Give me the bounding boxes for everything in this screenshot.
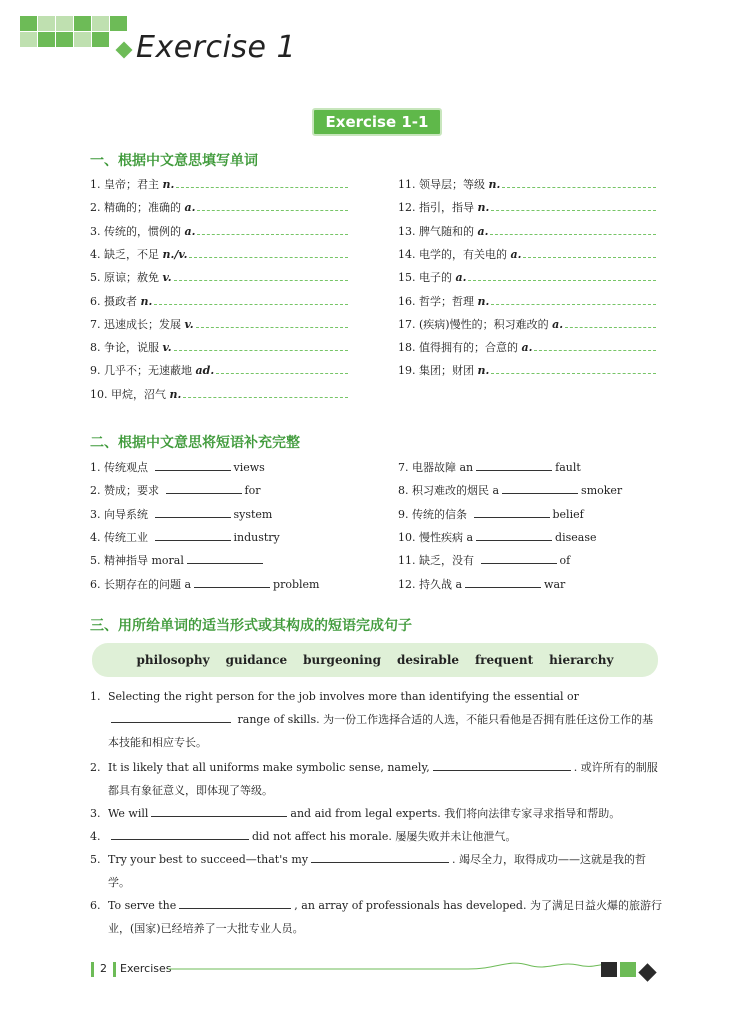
sentence-text: , an array of professionals has developed. 为了满足日益火爆的旅游行业，(国家)已经培养了一大批专业人员。 (108, 899, 662, 935)
footer-bar-2 (113, 962, 116, 977)
phrase-suffix: views (233, 461, 265, 474)
vocab-item (398, 362, 656, 378)
sentence-blank[interactable] (311, 852, 449, 863)
phrase-prompt: 2. 赞成；要求 (90, 484, 163, 498)
word-bank (92, 643, 658, 677)
footer-label: Exercises (120, 962, 172, 975)
part-of-speech: a. (184, 201, 196, 215)
vocab-item (398, 176, 656, 192)
phrase-suffix: industry (233, 530, 280, 544)
vocab-prompt: 9. 几乎不；无速蔽地 (90, 364, 196, 378)
sentence-text: did not affect his morale. 屡屡失败并未让他泄气。 (252, 830, 517, 843)
vocab-item (90, 223, 348, 239)
sentence-blank[interactable] (111, 829, 249, 840)
sentence-body (108, 825, 662, 848)
phrase-suffix: disease (555, 530, 597, 544)
phrase-prompt: 7. 电器故障 an (398, 461, 474, 474)
vocab-prompt: 19. 集团；财团 (398, 364, 478, 378)
sentence-body (108, 756, 662, 802)
footer-square-dark (601, 962, 617, 977)
phrase-prompt: 5. 精神指导 moral (90, 554, 184, 568)
part-of-speech: n./v. (162, 247, 188, 261)
answer-line[interactable] (197, 200, 348, 211)
word-bank-item: desirable (396, 653, 460, 667)
vocab-prompt: 5. 原谅；赦免 (90, 271, 163, 285)
sentence-item (90, 802, 662, 825)
vocab-item (90, 176, 348, 192)
word-bank-item: hierarchy (549, 653, 614, 667)
vocab-prompt: 16. 哲学；哲理 (398, 294, 478, 308)
sentence-item (90, 825, 662, 848)
vocab-item (398, 293, 656, 309)
phrase-item (90, 552, 266, 568)
sentence-blank[interactable] (111, 712, 231, 723)
page-number: 2 (100, 962, 107, 975)
phrase-item (398, 482, 622, 498)
answer-line[interactable] (523, 247, 656, 258)
phrase-prompt: 4. 传统工业 (90, 530, 152, 544)
answer-line[interactable] (565, 317, 656, 328)
vocab-prompt: 8. 争论，说服 (90, 341, 163, 355)
phrase-prompt: 8. 积习难改的烟民 a (398, 484, 500, 498)
sentence-number: 5. (90, 853, 101, 866)
phrase-item (90, 482, 260, 498)
vocab-prompt: 15. 电子的 (398, 271, 456, 285)
phrase-suffix: for (244, 484, 261, 498)
sentence-number: 2. (90, 761, 101, 774)
vocab-prompt: 11. 领导层；等级 (398, 178, 489, 191)
sentence-body (108, 848, 662, 894)
vocab-item (398, 339, 656, 355)
vocab-item (398, 199, 656, 215)
answer-line[interactable] (154, 294, 348, 305)
phrase-suffix: of (559, 554, 571, 568)
vocab-prompt: 10. 甲烷，沼气 (90, 387, 170, 401)
part-of-speech: v. (162, 341, 172, 355)
answer-line[interactable] (176, 177, 348, 188)
page-title: Exercise 1 (136, 30, 297, 65)
vocab-prompt: 1. 皇帝；君主 (90, 178, 163, 191)
part-of-speech: n. (140, 294, 153, 308)
phrase-blank[interactable] (166, 483, 242, 494)
phrase-prompt: 6. 长期存在的问题 a (90, 577, 192, 591)
phrase-blank[interactable] (474, 507, 550, 518)
phrase-suffix: problem (273, 577, 320, 591)
phrase-item (90, 529, 280, 545)
phrase-suffix: belief (552, 507, 584, 521)
phrase-prompt: 10. 慢性疾病 a (398, 530, 474, 544)
sentence-item (90, 756, 662, 802)
vocab-prompt: 12. 指引，指导 (398, 201, 478, 215)
part-of-speech: n. (477, 364, 490, 378)
exercise-badge: Exercise 1-1 (312, 108, 442, 136)
phrase-blank[interactable] (481, 553, 557, 564)
vocab-prompt: 17. (疾病)慢性的；积习难改的 (398, 317, 553, 331)
sentence-number: 1. (90, 690, 101, 703)
phrase-prompt: 12. 持久战 a (398, 577, 463, 591)
phrase-suffix: system (233, 507, 273, 521)
phrase-prompt: 1. 传统观点 (90, 461, 152, 474)
phrase-suffix: smoker (581, 484, 623, 498)
vocab-item (90, 386, 348, 402)
vocab-prompt: 18. 值得拥有的；合意的 (398, 341, 522, 355)
sentence-number: 4. (90, 830, 101, 843)
section1-title: 一、根据中文意思填写单词 (90, 153, 258, 169)
vocab-item (398, 246, 656, 262)
answer-line[interactable] (174, 270, 348, 281)
vocab-item (90, 316, 348, 332)
answer-line[interactable] (491, 294, 656, 305)
sentence-text: We will (108, 807, 149, 820)
answer-line[interactable] (196, 317, 348, 328)
vocab-item (398, 316, 656, 332)
answer-line[interactable] (174, 340, 348, 351)
part-of-speech: n. (488, 178, 501, 191)
part-of-speech: n. (477, 294, 490, 308)
sentence-item (90, 848, 662, 894)
part-of-speech: n. (162, 178, 175, 191)
part-of-speech: a. (184, 224, 196, 238)
vocab-item (90, 293, 348, 309)
phrase-suffix: war (544, 577, 566, 591)
vocab-prompt: 3. 传统的，惯例的 (90, 224, 185, 238)
part-of-speech: ad. (195, 364, 215, 378)
phrase-blank[interactable] (155, 507, 231, 518)
phrase-blank[interactable] (187, 553, 263, 564)
phrase-item (398, 576, 565, 592)
sentence-blank[interactable] (433, 760, 571, 771)
sentence-item (90, 894, 662, 940)
sentence-text: Try your best to succeed—that's my (108, 853, 309, 866)
vocab-item (90, 339, 348, 355)
answer-line[interactable] (197, 224, 348, 235)
phrase-blank[interactable] (476, 530, 552, 541)
part-of-speech: v. (162, 271, 172, 285)
part-of-speech: a. (455, 271, 467, 285)
phrase-blank[interactable] (194, 577, 270, 588)
vocab-item (398, 269, 656, 285)
word-bank-item: frequent (475, 653, 534, 667)
sentence-number: 3. (90, 807, 101, 820)
phrase-item (90, 576, 319, 592)
phrase-item (398, 529, 596, 545)
phrase-blank[interactable] (502, 483, 578, 494)
phrase-suffix: fault (555, 461, 581, 474)
sentence-body (108, 802, 662, 825)
word-bank-item: guidance (225, 653, 288, 667)
answer-line[interactable] (468, 270, 656, 281)
sentence-blank[interactable] (151, 806, 287, 817)
vocab-prompt: 6. 摄政者 (90, 294, 141, 308)
footer-wave (168, 955, 608, 985)
vocab-item (398, 223, 656, 239)
vocab-prompt: 13. 脾气随和的 (398, 224, 478, 238)
phrase-item (90, 459, 265, 475)
sentence-text: It is likely that all uniforms make symbolic sense, namely, (108, 761, 430, 774)
answer-line[interactable] (491, 363, 656, 374)
sentence-text: To serve the (108, 899, 177, 912)
phrase-blank[interactable] (465, 577, 541, 588)
answer-line[interactable] (491, 200, 656, 211)
phrase-blank[interactable] (155, 460, 231, 471)
sentence-item (90, 685, 662, 754)
footer-square-green (620, 962, 636, 977)
part-of-speech: a. (510, 247, 522, 261)
word-bank-item: burgeoning (303, 653, 381, 667)
vocab-prompt: 14. 电学的，有关电的 (398, 247, 511, 261)
answer-line[interactable] (189, 247, 348, 258)
part-of-speech: n. (477, 201, 490, 215)
sentence-number: 6. (90, 899, 101, 912)
phrase-prompt: 9. 传统的信条 (398, 507, 471, 521)
sentence-blank[interactable] (179, 898, 291, 909)
section2-title: 二、根据中文意思将短语补充完整 (90, 435, 300, 451)
vocab-prompt: 7. 迅速成长；发展 (90, 317, 185, 331)
phrase-blank[interactable] (476, 460, 552, 471)
vocab-item (90, 199, 348, 215)
vocab-item (90, 362, 348, 378)
footer-diamond (638, 963, 656, 981)
answer-line[interactable] (534, 340, 656, 351)
answer-line[interactable] (490, 224, 656, 235)
sentence-body (108, 894, 662, 940)
sentence-text: range of skills. 为一份工作选择合适的人选，不能只看他是否拥有胜任这份工作的基本技能和相应专长。 (108, 713, 654, 749)
vocab-item (90, 246, 348, 262)
part-of-speech: v. (184, 317, 194, 331)
sentence-text: and aid from legal experts. 我们将向法律专家寻求指导和帮助。 (290, 807, 621, 820)
section3-title: 三、用所给单词的适当形式或其构成的短语完成句子 (90, 618, 412, 634)
phrase-prompt: 11. 缺乏，没有 (398, 554, 478, 568)
footer-bar (91, 962, 94, 977)
sentence-text: Selecting the right person for the job involves more than identifying the essential or (108, 690, 579, 703)
vocab-prompt: 4. 缺乏，不足 (90, 247, 163, 261)
phrase-item (90, 506, 272, 522)
phrase-blank[interactable] (155, 530, 231, 541)
part-of-speech: a. (552, 317, 564, 331)
phrase-item (398, 459, 581, 475)
sentence-text: . 或许所有的制服都具有象征意义，即体现了等级。 (108, 761, 658, 797)
part-of-speech: a. (521, 341, 533, 355)
answer-line[interactable] (216, 363, 348, 374)
phrase-item (398, 506, 584, 522)
vocab-item (90, 269, 348, 285)
part-of-speech: n. (169, 387, 182, 401)
sentence-text: . 竭尽全力，取得成功——这就是我的哲学。 (108, 853, 647, 889)
word-bank-item: philosophy (136, 653, 210, 667)
phrase-prompt: 3. 向导系统 (90, 507, 152, 521)
vocab-prompt: 2. 精确的；准确的 (90, 201, 185, 215)
answer-line[interactable] (502, 177, 656, 188)
phrase-item (398, 552, 570, 568)
sentence-body (108, 685, 662, 754)
answer-line[interactable] (183, 387, 348, 398)
part-of-speech: a. (477, 224, 489, 238)
